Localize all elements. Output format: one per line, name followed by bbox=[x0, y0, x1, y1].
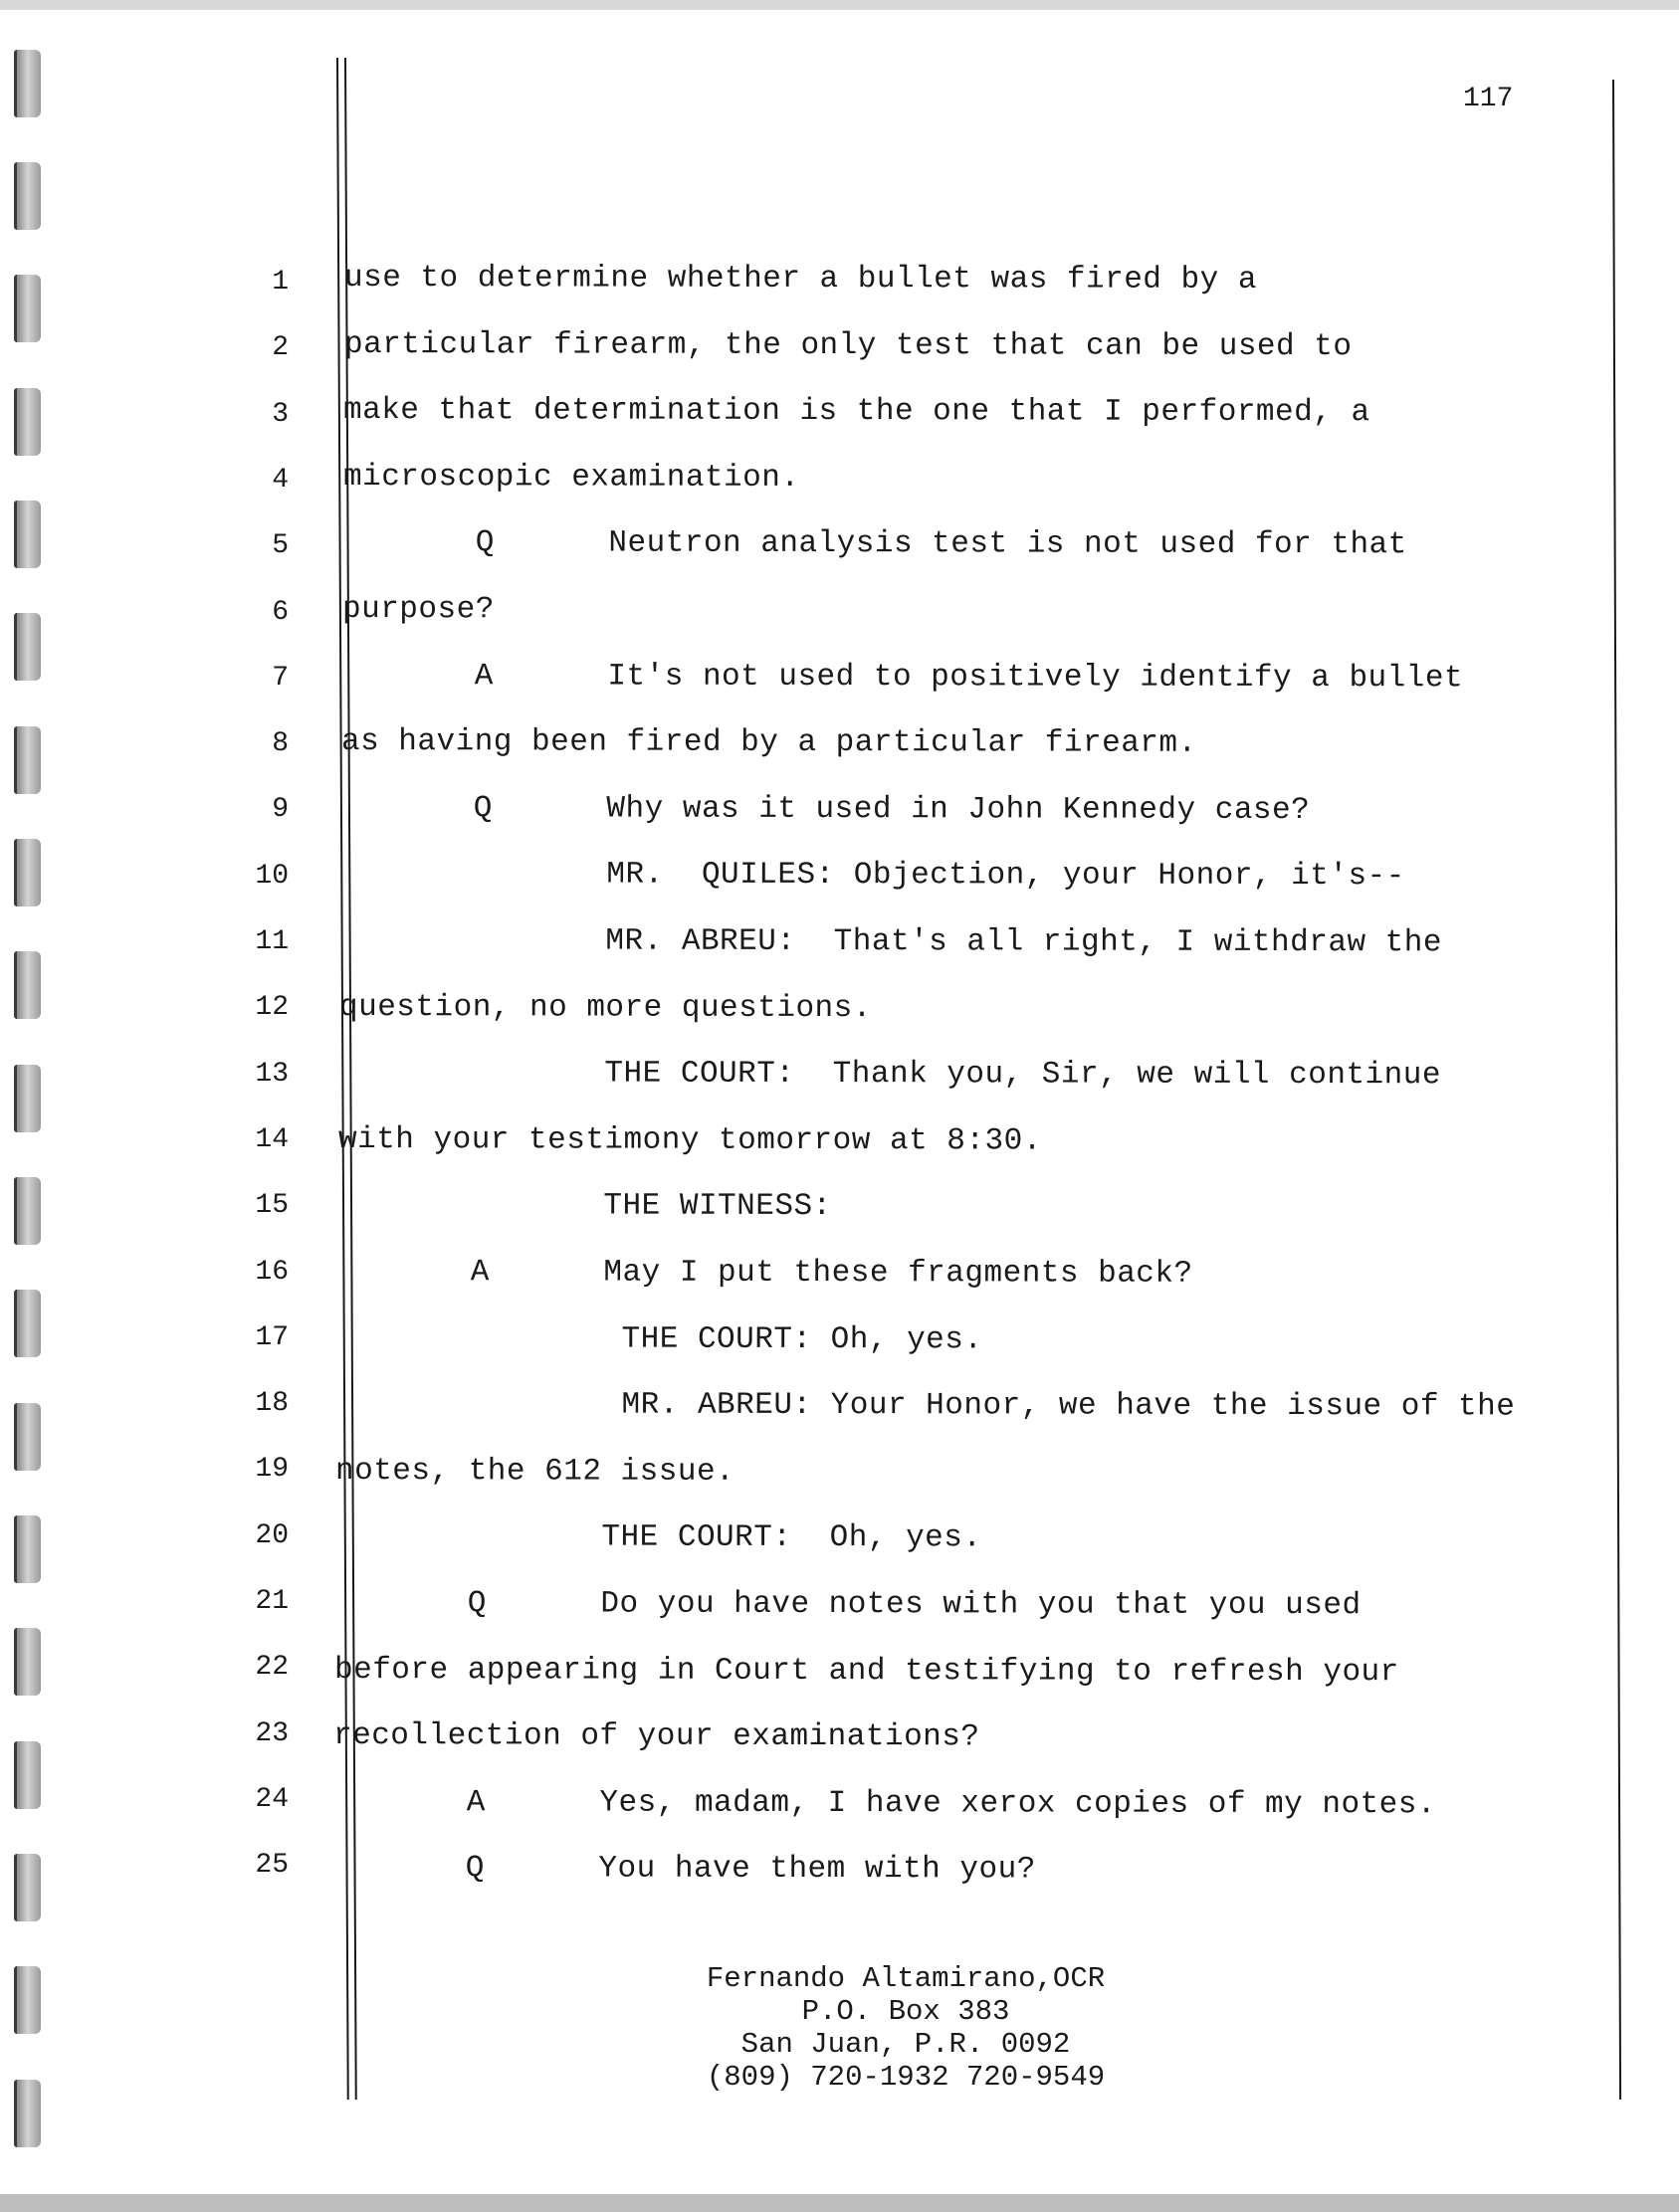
transcript-line bbox=[0, 1718, 1679, 1758]
transcript-line bbox=[0, 1519, 1679, 1559]
transcript-line bbox=[0, 1056, 1679, 1096]
transcript-line bbox=[0, 261, 1679, 301]
line-number: 17 bbox=[255, 1321, 289, 1353]
transcript-line bbox=[0, 1586, 1679, 1626]
line-text: with your testimony tomorrow at 8:30. bbox=[337, 1121, 1042, 1159]
line-number: 1 bbox=[272, 267, 289, 298]
line-number: 11 bbox=[255, 926, 289, 957]
transcript-line bbox=[0, 659, 1679, 699]
line-number: 2 bbox=[272, 332, 289, 364]
line-text: THE WITNESS: bbox=[336, 1188, 832, 1225]
line-text: make that determination is the one that I performed, a bbox=[342, 393, 1370, 431]
line-number: 16 bbox=[255, 1256, 289, 1288]
punch-hole bbox=[14, 2080, 41, 2147]
page-number: 117 bbox=[1463, 84, 1514, 114]
line-text: A It's not used to positively identify a bullet bbox=[340, 658, 1464, 696]
transcript-line bbox=[0, 1785, 1679, 1825]
line-text: question, no more questions. bbox=[338, 989, 872, 1026]
line-number: 18 bbox=[255, 1388, 289, 1420]
transcript-line bbox=[0, 1122, 1679, 1162]
line-number: 15 bbox=[255, 1190, 289, 1222]
line-number: 14 bbox=[255, 1123, 289, 1155]
transcript-line bbox=[0, 327, 1679, 367]
transcript-line bbox=[0, 923, 1679, 963]
line-text: as having been fired by a particular firearm. bbox=[340, 724, 1197, 761]
transcript-line bbox=[0, 592, 1679, 632]
line-text: particular firearm, the only test that can be used to bbox=[343, 326, 1353, 364]
transcript-line bbox=[0, 1255, 1679, 1295]
line-text: MR. QUILES: Objection, your Honor, it's-- bbox=[339, 857, 1405, 895]
transcript-line bbox=[0, 1188, 1679, 1228]
page-top-edge bbox=[0, 0, 1679, 10]
line-text: recollection of your examinations? bbox=[332, 1718, 980, 1755]
line-number: 23 bbox=[255, 1717, 289, 1749]
line-number: 8 bbox=[272, 728, 289, 760]
line-text: THE COURT: Oh, yes. bbox=[335, 1320, 983, 1357]
line-text: microscopic examination. bbox=[342, 459, 800, 496]
line-number: 7 bbox=[272, 662, 289, 694]
line-number: 4 bbox=[272, 464, 289, 496]
line-text: purpose? bbox=[341, 592, 495, 628]
transcript-line bbox=[0, 724, 1679, 764]
line-number: 12 bbox=[255, 992, 289, 1024]
line-number: 25 bbox=[255, 1850, 289, 1882]
punch-hole bbox=[14, 1966, 41, 2034]
line-text: THE COURT: Thank you, Sir, we will continue bbox=[337, 1056, 1442, 1094]
transcript-line bbox=[0, 460, 1679, 500]
line-number: 3 bbox=[272, 398, 289, 430]
line-text: Q Neutron analysis test is not used for that bbox=[341, 525, 1407, 563]
punch-hole bbox=[14, 162, 41, 230]
line-number: 13 bbox=[255, 1058, 289, 1090]
line-text: Q You have them with you? bbox=[331, 1851, 1036, 1888]
line-text: before appearing in Court and testifying to refresh your bbox=[333, 1652, 1399, 1690]
reporter-city: San Juan, P.R. 0092 bbox=[740, 2028, 1071, 2061]
transcript-line bbox=[0, 525, 1679, 565]
line-number: 24 bbox=[255, 1783, 289, 1815]
line-text: Q Why was it used in John Kennedy case? bbox=[339, 790, 1311, 828]
transcript-line bbox=[0, 990, 1679, 1030]
court-reporter-footer bbox=[557, 1962, 1254, 2094]
transcript-line bbox=[0, 1387, 1679, 1427]
transcript-line bbox=[0, 1321, 1679, 1361]
transcript-line bbox=[0, 1653, 1679, 1693]
transcript-line bbox=[0, 791, 1679, 831]
line-number: 21 bbox=[255, 1586, 289, 1617]
line-number: 19 bbox=[255, 1454, 289, 1486]
transcript-line bbox=[0, 1454, 1679, 1494]
line-number: 20 bbox=[255, 1519, 289, 1551]
transcript-line bbox=[0, 1851, 1679, 1891]
line-number: 22 bbox=[255, 1652, 289, 1684]
line-text: A Yes, madam, I have xerox copies of my notes. bbox=[332, 1784, 1436, 1823]
line-text: A May I put these fragments back? bbox=[336, 1255, 1193, 1292]
line-text: Q Do you have notes with you that you used bbox=[333, 1586, 1362, 1624]
line-number: 10 bbox=[255, 860, 289, 892]
line-text: MR. ABREU: That's all right, I withdraw the bbox=[338, 923, 1443, 961]
reporter-name: Fernando Altamirano,OCR bbox=[706, 1962, 1106, 1995]
punch-hole bbox=[14, 50, 41, 117]
line-text: notes, the 612 issue. bbox=[334, 1453, 735, 1490]
line-text: use to determine whether a bullet was fired by a bbox=[343, 261, 1257, 298]
reporter-address: P.O. Box 383 bbox=[801, 1995, 1010, 2028]
line-number: 5 bbox=[272, 530, 289, 562]
line-text: THE COURT: Oh, yes. bbox=[334, 1519, 982, 1556]
transcript-line bbox=[0, 857, 1679, 897]
line-text: MR. ABREU: Your Honor, we have the issue of the bbox=[335, 1387, 1515, 1425]
transcript-line bbox=[0, 393, 1679, 433]
line-number: 9 bbox=[272, 794, 289, 826]
line-number: 6 bbox=[272, 596, 289, 628]
reporter-phone: (809) 720-1932 720-9549 bbox=[706, 2061, 1106, 2094]
page-bottom-edge bbox=[0, 2194, 1679, 2212]
